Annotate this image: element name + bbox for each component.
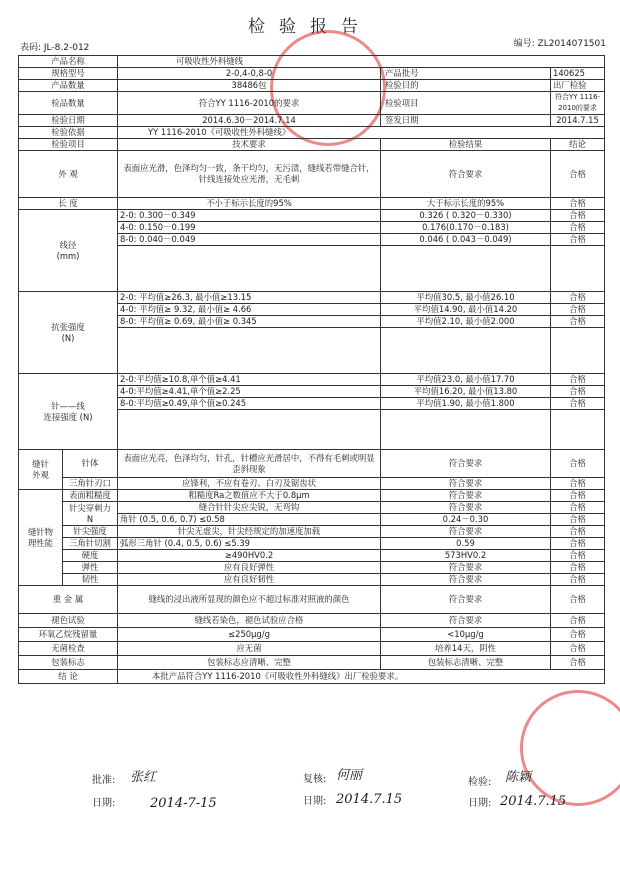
conclusion: 合格 [551,514,605,526]
blank [551,410,605,450]
review-signature: 何丽 [336,768,363,783]
item-name [19,374,118,450]
requirement: 应有良好弹性 [118,562,381,574]
report-number: 编号: ZL2014071501 [513,39,606,49]
result: 符合要求 [381,562,551,574]
requirement: 缝合针针尖应尖锐，无弯钩 [118,502,381,514]
result: 符合要求 [381,478,551,490]
approve-label: 批准: [92,775,116,786]
item-name [19,292,118,374]
conclusion: 合格 [551,222,605,234]
requirement: 应有良好韧性 [118,574,381,586]
column-header-row [19,139,605,151]
check-date-label: 日期: [468,798,492,809]
result: 培养14天，阴性 [381,642,551,656]
item-name: 长 度 [19,198,118,210]
requirement: 缝线若染色，褪色试验应合格 [118,614,381,628]
conclusion: 合格 [551,502,605,514]
item-name: 重 金 属 [19,586,118,614]
conclusion: 合格 [551,450,605,478]
inspection-table [18,55,605,684]
label: 检品数量 [19,92,118,115]
diameter-unit: (mm) [56,250,80,261]
review-date-label: 日期: [303,796,327,807]
conclusion: 合格 [551,614,605,628]
blank [118,246,381,292]
label: 签发日期 [381,115,551,127]
row-sterile [19,642,605,656]
label: 产品数量 [19,80,118,92]
result: 包装标志清晰、完整 [381,656,551,670]
row-elastic [19,562,605,574]
label: 产品名称 [19,56,118,68]
item-name: 韧性 [63,574,118,586]
row-hard [19,550,605,562]
result: 0.59 [381,538,551,550]
value: YY 1116-2010《可吸收性外科缝线》 [118,127,605,139]
conclusion: 合格 [551,386,605,398]
group-label: 缝针物理性能 [19,490,63,586]
value: 2-0,4-0,8-0 [118,68,381,80]
check-signature: 陈颖 [505,770,532,785]
row-tough [19,574,605,586]
result: 符合要求 [381,502,551,514]
row-rough [19,490,605,502]
group-label: 缝针外观 [19,450,63,490]
conclusion: 合格 [551,656,605,670]
row-appearance [19,151,605,198]
blank [381,410,551,450]
blank [551,328,605,374]
conclusion: 合格 [551,586,605,614]
item-name: 表面粗糙度 [63,490,118,502]
result: 符合要求 [381,151,551,198]
label: 产品批号 [381,68,551,80]
item-name: 无菌检查 [19,642,118,656]
conclusion: 合格 [551,316,605,328]
requirement: ≤250μg/g [118,628,381,642]
value: 2014.7.15 [551,115,605,127]
result: 符合要求 [381,450,551,478]
label: 检验依据 [19,127,118,139]
item-name: 三角针切割 [63,538,118,550]
requirement: 4-0: 平均值≥ 9.32, 最小值≥ 4.66 [118,304,381,316]
result: 平均值23.0, 最小值17.70 [381,374,551,386]
conclusion: 合格 [551,478,605,490]
row-conclusion [19,670,605,684]
result: 符合要求 [381,490,551,502]
label: 检验日期 [19,115,118,127]
result: 平均值14.90, 最小值14.20 [381,304,551,316]
result: 0.176(0.170－0.183) [381,222,551,234]
conclusion: 合格 [551,574,605,586]
conclusion: 合格 [551,198,605,210]
blank [118,410,381,450]
row-cut [19,538,605,550]
pierce-label: 针尖穿刺力 [69,502,111,513]
review-label: 复核: [303,774,327,785]
requirement: 8-0: 0.040－0.049 [118,234,381,246]
result: 0.046 ( 0.043－0.049) [381,234,551,246]
report-title: 检验报告 [248,17,372,37]
requirement: 2-0: 平均值≥26.3, 最小值≥13.15 [118,292,381,304]
row-basis [19,127,605,139]
result: 平均值1.90, 最小值1.800 [381,398,551,410]
value: 38486包 [118,80,381,92]
approve-date-label: 日期: [92,798,116,809]
red-seal-bottom [520,690,620,806]
requirement: 表面应光亮，色泽均匀，针孔，针槽应光滑居中，不得有毛刺或明显歪斜现象 [118,450,381,478]
item-name [19,210,118,292]
requirement: 应无菌 [118,642,381,656]
conclusion: 合格 [551,490,605,502]
item-name: 环氧乙烷残留量 [19,628,118,642]
result: 平均值16.20, 最小值13.80 [381,386,551,398]
check-date: 2014.7.15 [500,794,567,809]
result: 符合要求 [381,614,551,628]
requirement: 4-0: 0.150－0.199 [118,222,381,234]
value: 140625 [551,68,605,80]
conclusion: 合格 [551,304,605,316]
conclusion: 合格 [551,628,605,642]
attach-label: 针——线 [51,400,85,411]
requirement: 粗糙度Ra之数值应不大于0.8μm [118,490,381,502]
requirement: 不小于标示长度的95% [118,198,381,210]
item-name: 包装标志 [19,656,118,670]
item-name: 外 观 [19,151,118,198]
requirement: ≥490HV0.2 [118,550,381,562]
label: 检验目的 [381,80,551,92]
item-name: 针尖强度 [63,526,118,538]
row-date [19,115,605,127]
value: 符合YY 1116-2010的要求 [118,92,381,115]
row-label [19,656,605,670]
requirement: 表面应光滑，色泽均匀一致，条干均匀，无污渍，缝线若带缝合针，针线连接处应光滑，无毛刺 [118,151,381,198]
requirement: 8-0:平均值≥0.49,单个值≥0.245 [118,398,381,410]
result: 符合要求 [381,574,551,586]
conclusion: 合格 [551,210,605,222]
tensile-label: 抗张强度 [51,321,85,332]
requirement: 4-0:平均值≥4.41,单个值≥2.25 [118,386,381,398]
conclusion: 合格 [551,398,605,410]
requirement: 缝线的浸出液所显现的颜色应不超过标准对照液的颜色 [118,586,381,614]
form-number: 表码: JL-8.2-012 [20,43,90,53]
row-qty [19,80,605,92]
blank [381,246,551,292]
result: 0.24－0.30 [381,514,551,526]
row-metal [19,586,605,614]
requirement: 8-0: 平均值≥ 0.69, 最小值≥ 0.345 [118,316,381,328]
item-name [63,502,118,526]
diameter-label: 线径 [59,239,77,250]
col-requirement: 技术要求 [118,139,381,151]
col-result: 检验结果 [381,139,551,151]
row-product-name [19,56,605,68]
conclusion-text: 本批产品符合YY 1116-2010《可吸收性外科缝线》出厂检验要求。 [118,670,605,684]
conclusion: 合格 [551,538,605,550]
blank [381,328,551,374]
conclusion: 合格 [551,550,605,562]
row-fade [19,614,605,628]
conclusion: 合格 [551,151,605,198]
row-tensile [19,292,605,304]
pierce-unit: N [86,513,94,524]
row-edge [19,478,605,490]
attach-label-2: 连接强度 (N) [43,411,93,422]
row-spec [19,68,605,80]
value: 出厂检验 [551,80,605,92]
col-conclusion: 结论 [551,139,605,151]
row-attach [19,374,605,386]
result: 平均值2.10, 最小值2.000 [381,316,551,328]
requirement: 包装标志应清晰、完整 [118,656,381,670]
row-tip [19,526,605,538]
result: 符合要求 [381,526,551,538]
item-name: 三角针刃口 [63,478,118,490]
item-name: 硬度 [63,550,118,562]
check-label: 检验: [468,777,492,788]
item-name: 褪色试验 [19,614,118,628]
conclusion: 合格 [551,292,605,304]
tensile-unit: (N) [61,332,75,343]
item-name: 结 论 [19,670,118,684]
conclusion: 合格 [551,562,605,574]
blank [551,246,605,292]
result: 平均值30.5, 最小值26.10 [381,292,551,304]
requirement: 2-0: 0.300－0.349 [118,210,381,222]
col-item: 检验项目 [19,139,118,151]
row-length [19,198,605,210]
item-name: 针体 [63,450,118,478]
requirement: 角针 (0.5, 0.6, 0.7) ≤0.58 [118,514,381,526]
label: 检验项目 [381,92,551,115]
result: <10μg/g [381,628,551,642]
row-needle-body [19,450,605,478]
requirement: 弧形三角针 (0.4, 0.5, 0.6) ≤5.39 [118,538,381,550]
label: 规格型号 [19,68,118,80]
row-pierce [19,502,605,514]
conclusion: 合格 [551,234,605,246]
value: 可吸收性外科缝线 [118,56,605,68]
row-eo [19,628,605,642]
value: 符合YY 1116-2010的要求 [551,92,605,115]
result: 573HV0.2 [381,550,551,562]
blank [118,328,381,374]
result: 大于标示长度的95% [381,198,551,210]
row-diameter [19,210,605,222]
item-name: 弹性 [63,562,118,574]
approve-date: 2014-7-15 [150,796,217,811]
review-date: 2014.7.15 [336,792,403,807]
row-sample [19,92,605,115]
result: 0.326 ( 0.320－0.330) [381,210,551,222]
requirement: 2-0:平均值≥10.8,单个值≥4.41 [118,374,381,386]
result: 符合要求 [381,586,551,614]
conclusion: 合格 [551,374,605,386]
conclusion: 合格 [551,526,605,538]
requirement: 应锋利，不应有卷刃、白刃及锯齿状 [118,478,381,490]
value: 2014.6.30－2014.7.14 [118,115,381,127]
approve-signature: 张红 [130,770,157,785]
requirement: 针尖无虚尖，针尖经规定的加速度加载 [118,526,381,538]
conclusion: 合格 [551,642,605,656]
